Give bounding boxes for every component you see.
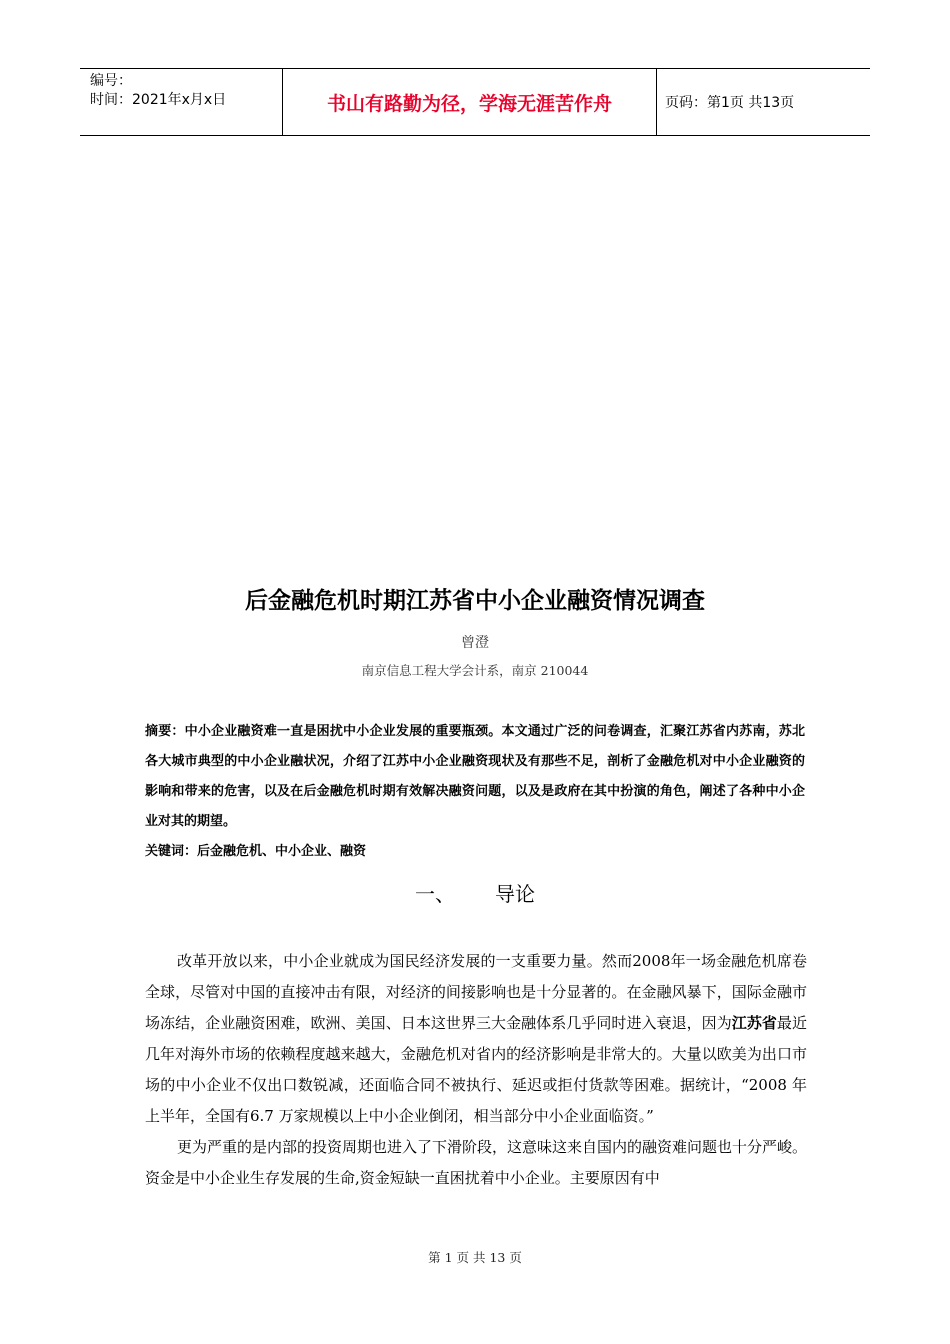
- paragraph-2: 更为严重的是内部的投资周期也进入了下滑阶段，这意味这来自国内的融资难问题也十分严峻。资金是中小企业生存发展的生命,资金短缺一直困扰着中小企业。主要原因有中: [145, 1138, 808, 1187]
- paper-title: 后金融危机时期江苏省中小企业融资情况调查: [245, 588, 705, 614]
- header-motto: 书山有路勤为径，学海无涯苦作舟: [282, 69, 657, 135]
- highlight-jiangsu: 江苏省: [731, 1014, 777, 1032]
- header-table: [80, 68, 870, 136]
- document-number: 编号：: [90, 73, 132, 89]
- paper-affiliation: 南京信息工程大学会计系，南京 210044: [361, 663, 589, 678]
- document-time: 时间：2021年x月x日: [90, 92, 227, 108]
- paragraph-1: 改革开放以来，中小企业就成为国民经济发展的一支重要力量。然而2008年一场金融危机席卷全球，尽管对中国的直接冲击有限，对经济的间接影响也是十分显著的。在金融风暴下，国际金融市场冻结，企业融资困难，欧洲、美国、日本这世界三大金融体系几乎同时进入衰退，因为江苏省最近几年对海外市场的依赖程度越来越大，金融危机对省内的经济影响是非常大的。大量以欧美为出口市场的中小企业不仅出口数锐减，还面临合同不被执行、延迟或拒付货款等困难。据统计，“2008 年上半年，全国有6.7 万家规模以上中小企业倒闭，相当部分中小企业面临资。”: [145, 952, 807, 1125]
- header-meta: [80, 69, 282, 135]
- body-text: [145, 946, 807, 1194]
- section-number: 一、: [415, 882, 455, 906]
- paper-author: 曾澄: [461, 635, 489, 651]
- section-heading: [0, 878, 950, 907]
- header-page-info: 页码：第1页 共13页: [665, 95, 795, 111]
- paper-abstract: 摘要：中小企业融资难一直是困扰中小企业发展的重要瓶颈。本文通过广泛的问卷调查，汇聚江苏省内苏南，苏北各大城市典型的中小企业融状况，介绍了江苏中小企业融资现状及有那些不足，剖析了金融危机对中小企业融资的影响和带来的危害，以及在后金融危机时期有效解决融资问题，以及是政府在其中扮演的角色，阐述了各种中小企业对其的期望。: [145, 724, 805, 829]
- page-footer: 第 1 页 共 13 页: [428, 1250, 522, 1265]
- paper-keywords: 关键词：后金融危机、中小企业、融资: [145, 844, 367, 859]
- section-title: 导论: [495, 882, 535, 906]
